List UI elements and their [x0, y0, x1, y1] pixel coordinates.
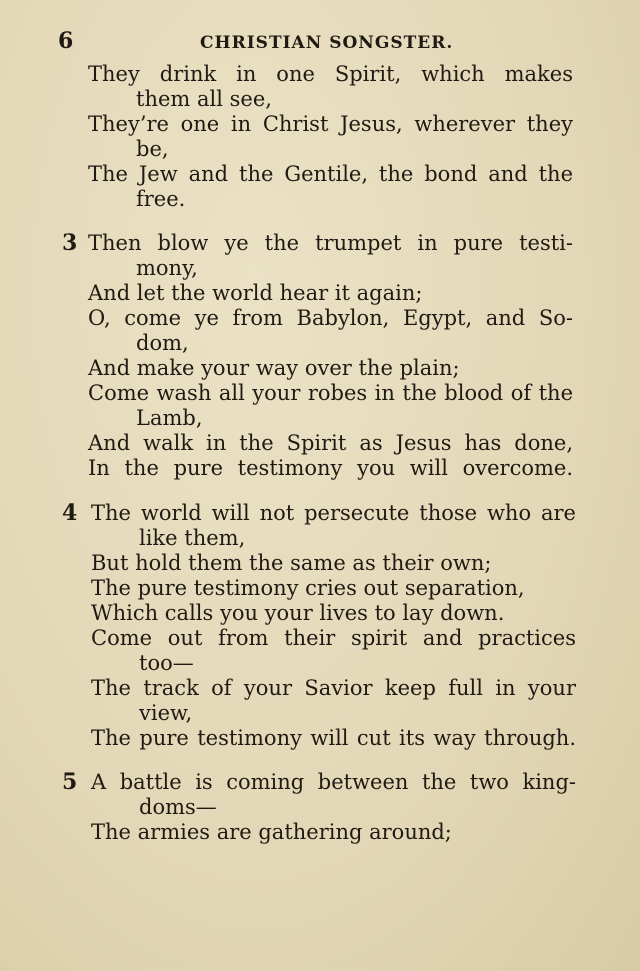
verse-line-continuation: free. — [136, 187, 186, 211]
verse-line-continuation: view, — [139, 701, 193, 725]
stanza-number: 5 — [62, 769, 78, 795]
verse-line: O, come ye from Babylon, Egypt, and So- — [88, 306, 573, 330]
verse-line: Then blow ye the trumpet in pure testi- — [88, 231, 573, 255]
verse-line-continuation: them all see, — [136, 87, 272, 111]
stanza — [0, 770, 640, 845]
verse-line: A battle is coming between the two king- — [91, 770, 576, 794]
hymn-text — [0, 62, 640, 845]
verse-line-continuation: doms— — [139, 795, 217, 819]
verse-line: The track of your Savior keep full in your — [91, 676, 576, 700]
verse-line: The Jew and the Gentile, the bond and the — [88, 162, 573, 186]
stanza — [0, 231, 640, 481]
verse-line-continuation: Lamb, — [136, 406, 203, 430]
running-title: CHRISTIAN SONGSTER. — [200, 33, 454, 53]
verse-line: The armies are gathering around; — [91, 820, 452, 844]
verse-line-continuation: like them, — [139, 526, 246, 550]
verse-line: The world will not persecute those who are — [91, 501, 576, 525]
verse-line: They’re one in Christ Jesus, wherever they — [88, 112, 573, 136]
verse-line-continuation: be, — [136, 137, 169, 161]
stanza — [0, 62, 640, 212]
verse-line-continuation: mony, — [136, 256, 198, 280]
stanza-number: 3 — [62, 230, 78, 256]
verse-line: Which calls you your lives to lay down. — [91, 601, 505, 625]
verse-line-continuation: dom, — [136, 331, 189, 355]
verse-line: And let the world hear it again; — [88, 281, 423, 305]
verse-line: And walk in the Spirit as Jesus has done, — [88, 431, 573, 455]
verse-line: The pure testimony cries out separation, — [91, 576, 525, 600]
verse-line: But hold them the same as their own; — [91, 551, 492, 575]
verse-line: Come wash all your robes in the blood of the — [88, 381, 573, 405]
stanza-number: 4 — [62, 500, 78, 526]
verse-line: They drink in one Spirit, which makes — [88, 62, 573, 86]
verse-line: The pure testimony will cut its way through. — [91, 726, 576, 750]
verse-line-continuation: too— — [139, 651, 194, 675]
page-header — [0, 28, 640, 58]
page-number: 6 — [58, 28, 74, 54]
verse-line: In the pure testimony you will overcome. — [88, 456, 573, 480]
verse-line: Come out from their spirit and practices — [91, 626, 576, 650]
stanza — [0, 501, 640, 751]
verse-line: And make your way over the plain; — [88, 356, 460, 380]
